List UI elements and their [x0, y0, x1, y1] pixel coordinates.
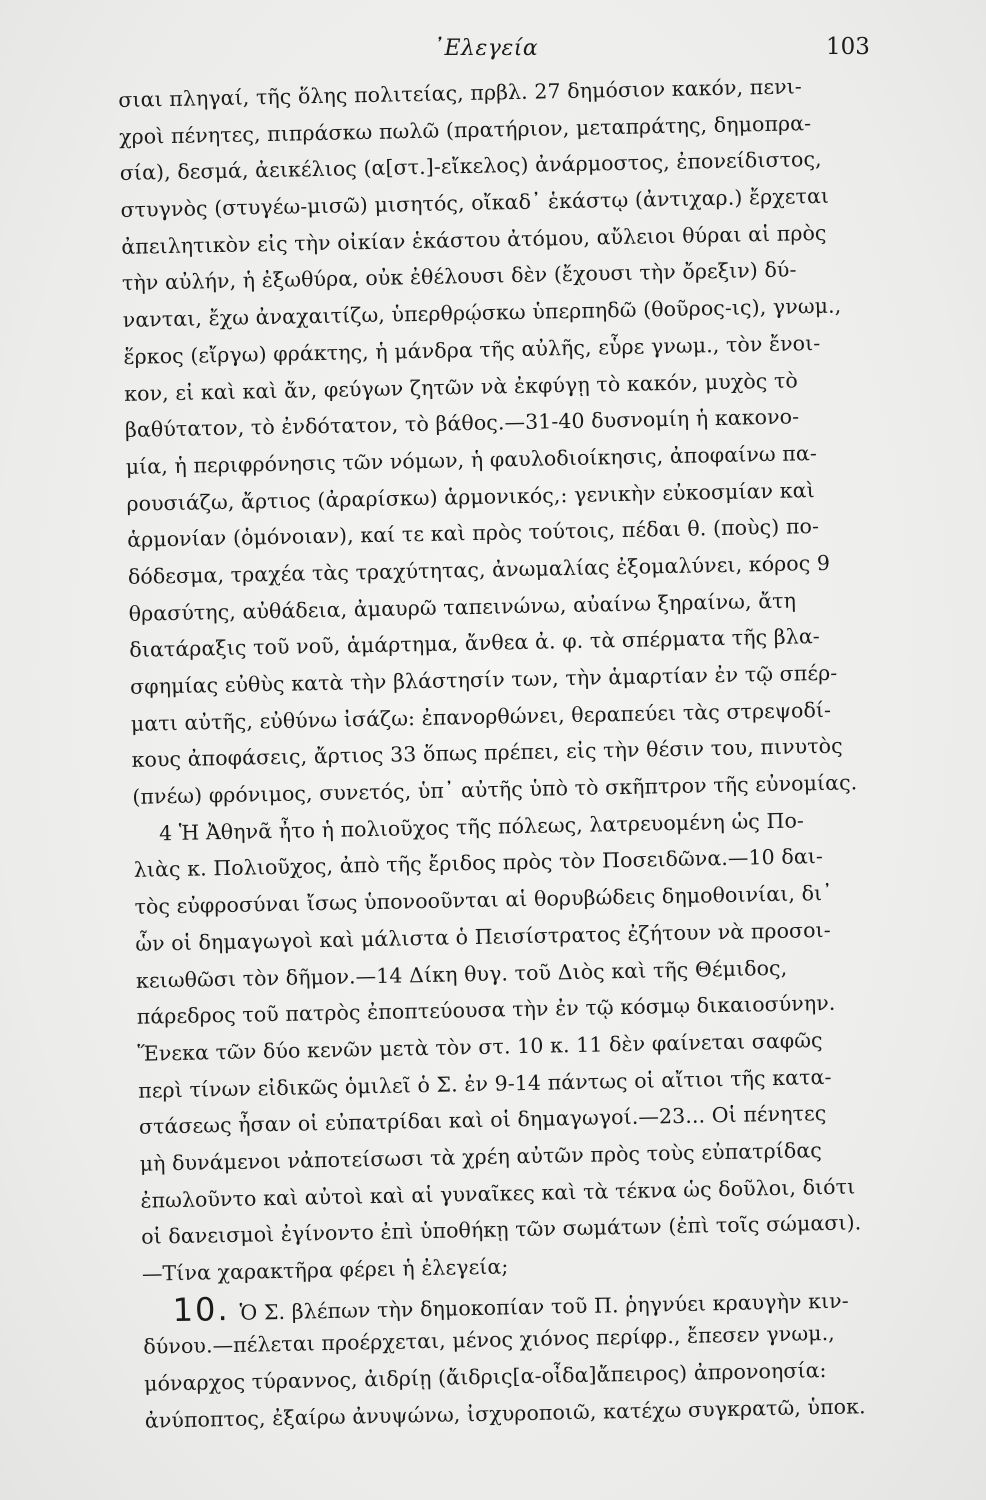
text-line: ἕρκος (εἴργω) φράκτης, ἡ μάνδρα τῆς αὐλῆς, εὗρε γνωμ., τὸν ἔνοι-: [123, 330, 821, 369]
text-line: τὴν αὐλήν, ἡ ἐξωθύρα, οὐκ ἐθέλουσι δὲν (ἔχουσι τὴν ὄρεξιν) δύ-: [121, 257, 797, 296]
text-line: κους ἀποφάσεις, ἄρτιος 33 ὅπως πρέπει, εἰς τὴν θέσιν του, πινυτὸς: [131, 733, 843, 773]
text-line: στυγνὸς (στυγέω-μισῶ) μισητός, οἴκαδ᾿ ἑκάστῳ (ἀντιχαρ.) ἔρχεται: [120, 183, 830, 223]
text-line: διατάραξις τοῦ νοῦ, ἁμάρτημα, ἄνθεα ἀ. φ. τὰ σπέρματα τῆς βλα-: [129, 624, 821, 663]
text-line: Ἕνεκα τῶν δύο κενῶν μετὰ τὸν στ. 10 κ. 11 δὲν φαίνεται σαφῶς: [137, 1027, 823, 1066]
text-line: ρουσιάζω, ἄρτιος (ἀραρίσκω) ἁρμονικός,: γενικὴν εὐκοσμίαν καὶ: [126, 477, 815, 516]
text-line: θρασύτης, αὐθάδεια, ἀμαυρῶ ταπεινώνω, αὐαίνω ξηραίνω, ἄτη: [128, 588, 797, 626]
text-line: λιὰς κ. Πολιοῦχος, ἀπὸ τῆς ἔριδος πρὸς τὸν Ποσειδῶνα.—10 δαι-: [133, 844, 824, 883]
commentary-text: [118, 66, 925, 1439]
text-line: ὧν οἱ δημαγωγοὶ καὶ μάλιστα ὁ Πεισίστρατος ἐζήτουν νὰ προσοι-: [135, 917, 831, 956]
text-line: κον, εἰ καὶ καὶ ἄν, φεύγων ζητῶν νὰ ἐκφύγῃ τὸ κακόν, μυχὸς τὸ: [124, 367, 799, 406]
text-line: μόναρχος τύραννος, ἀιδρίῃ (ἄιδρις[α-οἶδα]ἄπειρος) ἀπρονοησία:: [143, 1358, 827, 1396]
text-line: δύνου.—πέλεται προέρχεται, μένος χιόνος περίφρ., ἔπεσεν γνωμ.,: [143, 1321, 836, 1360]
section-number: 10.: [172, 1289, 230, 1329]
text-line: 4 Ἡ Ἀθηνᾶ ἦτο ἡ πολιοῦχος τῆς πόλεως, λατρευομένη ὡς Πο-: [158, 808, 805, 846]
running-title: ᾿Ελεγεία: [433, 36, 539, 61]
text-line: σία), δεσμά, ἀεικέλιος (α[στ.]-εἴκελος) ἀνάρμοστος, ἐπονείδιστος,: [119, 147, 822, 186]
text-line: ἀνύποπτος, ἐξαίρω ἀνυψώνω, ἰσχυροποιῶ, κατέχω συγκρατῶ, ὑποκ.: [144, 1394, 866, 1433]
text-line: ματι αὐτῆς, εὐθύνω ἰσάζω: ἐπανορθώνει, θεραπεύει τὰς στρεψοδί-: [130, 697, 832, 736]
text-line: χροὶ πένητες, πιπράσκω πωλῶ (πρατήριον, μεταπράτης, δημοπρα-: [118, 110, 812, 149]
text-line: ἁρμονίαν (ὁμόνοιαν), καί τε καὶ πρὸς τούτοις, πέδαι θ. (ποὺς) πο-: [126, 514, 820, 553]
text-line: νανται, ἔχω ἀναχαιτίζω, ὑπερθρῴσκω ὑπερπηδῶ (θοῦρος-ις), γνωμ.,: [122, 293, 842, 333]
text-line: περὶ τίνων εἰδικῶς ὁμιλεῖ ὁ Σ. ἐν 9-14 πάντως οἱ αἴτιοι τῆς κατα-: [138, 1064, 832, 1103]
page-header: [0, 30, 986, 70]
text-line: τὸς εὐφροσύναι ἴσως ὑπονοοῦνται αἱ θορυβώδεις δημοθοινίαι, δι᾿: [134, 880, 833, 919]
text-line: ἀπειλητικὸν εἰς τὴν οἰκίαν ἑκάστου ἀτόμου, αὔλειοι θύραι αἱ πρὸς: [121, 220, 827, 259]
text-line: οἱ δανεισμοὶ ἐγίνοντο ἐπὶ ὑποθήκῃ τῶν σωμάτων (ἐπὶ τοῖς σώμασι).: [140, 1210, 862, 1250]
page-number: 103: [826, 34, 870, 60]
text-line: Ὁ Σ. βλέπων τὴν δημοκοπίαν τοῦ Π. ῥηγνύει κραυγὴν κιν-: [239, 1288, 849, 1325]
text-line: βαθύτατον, τὸ ἐνδότατον, τὸ βάθος.—31-40 δυσνομίη ἡ κακονο-: [124, 404, 800, 443]
text-line: πάρεδρος τοῦ πατρὸς ἐποπτεύουσα τὴν ἐν τῷ κόσμῳ δικαιοσύνην.: [136, 990, 836, 1029]
text-line: μία, ἡ περιφρόνησις τῶν νόμων, ἡ φαυλοδιοίκησις, ἀποφαίνω πα-: [125, 440, 818, 479]
text-line: κειωθῶσι τὸν δῆμον.—14 Δίκη θυγ. τοῦ Διὸς καὶ τῆς Θέμιδος,: [135, 955, 788, 993]
text-line: στάσεως ἦσαν οἱ εὐπατρίδαι καὶ οἱ δημαγωγοί.—23... Οἱ πένητες: [138, 1101, 827, 1140]
text-line: —Τίνα χαρακτῆρα φέρει ἡ ἐλεγεία;: [141, 1254, 509, 1286]
text-line: ἐπωλοῦντο καὶ αὐτοὶ καὶ αἱ γυναῖκες καὶ τὰ τέκνα ὡς δοῦλοι, διότι: [140, 1174, 856, 1213]
text-line: (πνέω) φρόνιμος, συνετός, ὑπ᾿ αὐτῆς ὑπὸ τὸ σκῆπτρον τῆς εὐνομίας.: [132, 770, 858, 809]
text-line: μὴ δυνάμενοι νἀποτείσωσι τὰ χρέη αὐτῶν πρὸς τοὺς εὐπατρίδας: [139, 1138, 823, 1176]
text-line: σιαι πληγαί, τῆς ὅλης πολιτείας, πρβλ. 27 δημόσιον κακόν, πενι-: [118, 74, 803, 112]
text-line: σφημίας εὐθὺς κατὰ τὴν βλάστησίν των, τὴν ἁμαρτίαν ἐν τῷ σπέρ-: [129, 660, 838, 699]
text-line: δόδεσμα, τραχέα τὰς τραχύτητας, ἀνωμαλίας ἐξομαλύνει, κόρος 9: [127, 550, 831, 589]
